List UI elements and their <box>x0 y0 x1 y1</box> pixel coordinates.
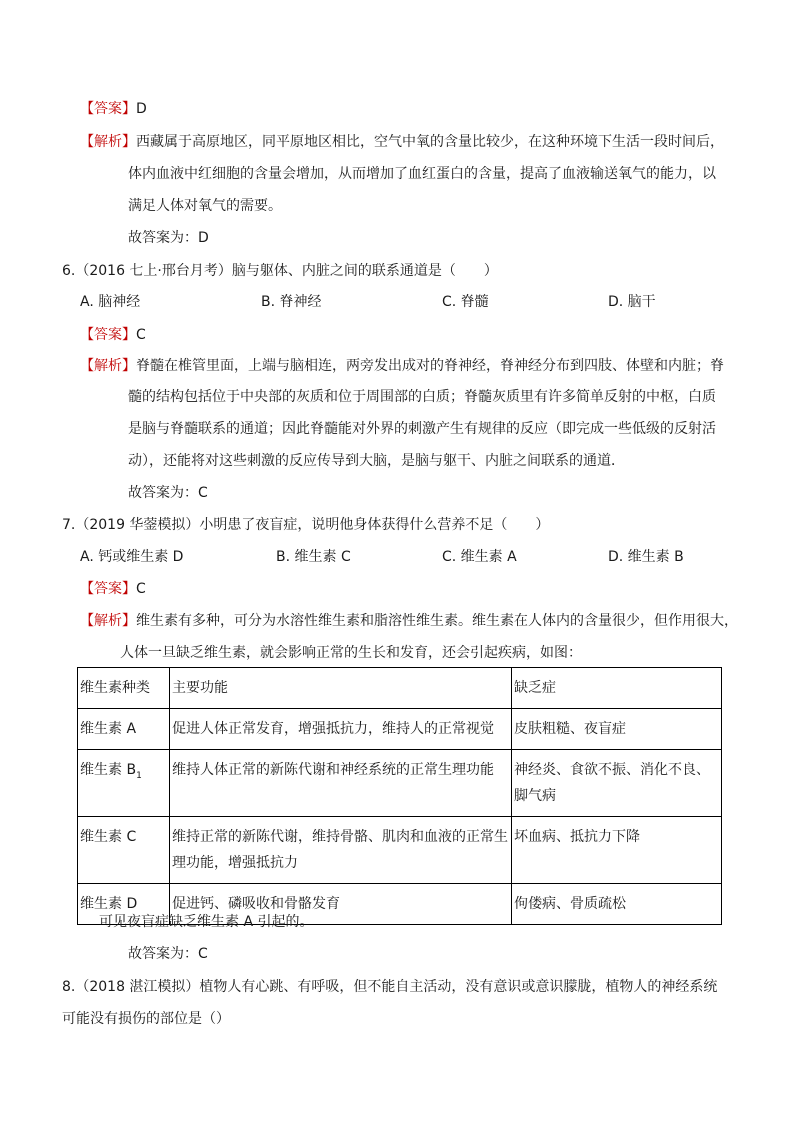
q5-answer <box>80 99 147 119</box>
q7-option-a: A. 钙或维生素 D <box>80 549 184 565</box>
table-cell-vitamin: 维生素 D <box>78 884 170 925</box>
answer-tag: 【答案】 <box>80 327 136 343</box>
table-cell-function: 促进钙、磷吸收和骨骼发育 <box>170 884 512 925</box>
q6-analysis-line-2: 髓的结构包括位于中央部的灰质和位于周围部的白质；脊髓灰质里有许多简单反射的中枢，白质 <box>128 389 716 405</box>
q7-stem: 7.（2019 华蓥模拟）小明患了夜盲症，说明他身体获得什么营养不足（ ） <box>62 517 550 533</box>
table-cell-deficiency: 佝偻病、骨质疏松 <box>512 884 722 925</box>
q5-conclusion: 故答案为：D <box>128 230 209 246</box>
answer-tag: 【答案】 <box>80 101 136 117</box>
table-cell-vitamin <box>78 750 170 817</box>
analysis-tag: 【解析】 <box>80 134 136 150</box>
q7-option-d: D. 维生素 B <box>608 549 684 565</box>
table-row <box>78 817 722 884</box>
q7-option-c: C. 维生素 A <box>442 549 517 565</box>
q6-option-a: A. 脑神经 <box>80 294 141 310</box>
analysis-tag: 【解析】 <box>80 613 136 629</box>
table-cell-function: 维持正常的新陈代谢，维持骨骼、肌肉和血液的正常生理功能，增强抵抗力 <box>170 817 512 884</box>
answer-value: D <box>136 101 147 117</box>
vitamin-name: 维生素 B <box>80 762 137 778</box>
analysis-text: 维生素有多种，可分为水溶性维生素和脂溶性维生素。维生素在人体内的含量很少，但作用很大， <box>136 613 738 629</box>
table-header-cell: 主要功能 <box>170 668 512 709</box>
analysis-text: 西藏属于高原地区，同平原地区相比，空气中氧的含量比较少，在这种环境下生活一段时间后， <box>136 134 724 150</box>
q7-note: 可见夜盲症缺乏维生素 A 引起的。 <box>99 914 314 930</box>
answer-tag: 【答案】 <box>80 581 136 597</box>
table-header-cell: 缺乏症 <box>512 668 722 709</box>
answer-value: C <box>136 581 146 597</box>
table-cell-vitamin: 维生素 C <box>78 817 170 884</box>
q7-conclusion: 故答案为：C <box>128 946 208 962</box>
q5-analysis-line-3: 满足人体对氧气的需要。 <box>128 198 282 214</box>
q6-analysis-line-4: 动），还能将对这些刺激的反应传导到大脑，是脑与躯干、内脏之间联系的通道． <box>128 453 625 469</box>
q6-option-b: B. 脊神经 <box>261 294 322 310</box>
q6-analysis-line-1 <box>80 356 724 376</box>
q6-option-d: D. 脑干 <box>608 294 656 310</box>
table-header-cell: 维生素种类 <box>78 668 170 709</box>
q6-conclusion: 故答案为：C <box>128 485 208 501</box>
q6-answer <box>80 325 146 345</box>
q5-analysis-line-2: 体内血液中红细胞的含量会增加，从而增加了血红蛋白的含量，提高了血液输送氧气的能力，以 <box>128 166 716 182</box>
q7-answer <box>80 579 146 599</box>
q6-analysis-line-3: 是脑与脊髓联系的通道；因此脊髓能对外界的刺激产生有规律的反应（即完成一些低级的反射活 <box>128 421 716 437</box>
q6-option-c: C. 脊髓 <box>442 294 489 310</box>
q8-stem-line-2: 可能没有损伤的部位是（） <box>62 1011 230 1027</box>
q5-analysis-line-1 <box>80 132 724 152</box>
table-cell-function: 促进人体正常发育，增强抵抗力，维持人的正常视觉 <box>170 709 512 750</box>
analysis-tag: 【解析】 <box>80 358 136 374</box>
q7-analysis-line-1 <box>80 611 738 631</box>
vitamin-table <box>77 667 722 925</box>
answer-value: C <box>136 327 146 343</box>
q6-stem: 6.（2016 七上·邢台月考）脑与躯体、内脏之间的联系通道是（ ） <box>62 263 498 279</box>
vitamin-subscript: 1 <box>136 770 142 781</box>
q7-analysis-line-2: 人体一旦缺乏维生素，就会影响正常的生长和发育，还会引起疾病，如图： <box>120 645 582 661</box>
q8-stem-line-1: 8.（2018 湛江模拟）植物人有心跳、有呼吸，但不能自主活动，没有意识或意识朦胧，植物人的神经系统 <box>62 979 718 995</box>
table-cell-deficiency: 坏血病、抵抗力下降 <box>512 817 722 884</box>
table-cell-deficiency: 神经炎、食欲不振、消化不良、脚气病 <box>512 750 722 817</box>
table-cell-function: 维持人体正常的新陈代谢和神经系统的正常生理功能 <box>170 750 512 817</box>
table-cell-vitamin: 维生素 A <box>78 709 170 750</box>
table-cell-deficiency: 皮肤粗糙、夜盲症 <box>512 709 722 750</box>
table-header-row <box>78 668 722 709</box>
analysis-text: 脊髓在椎管里面，上端与脑相连，两旁发出成对的脊神经，脊神经分布到四肢、体壁和内脏；脊 <box>136 358 724 374</box>
table-row <box>78 750 722 817</box>
q7-option-b: B. 维生素 C <box>276 549 351 565</box>
table-row <box>78 709 722 750</box>
